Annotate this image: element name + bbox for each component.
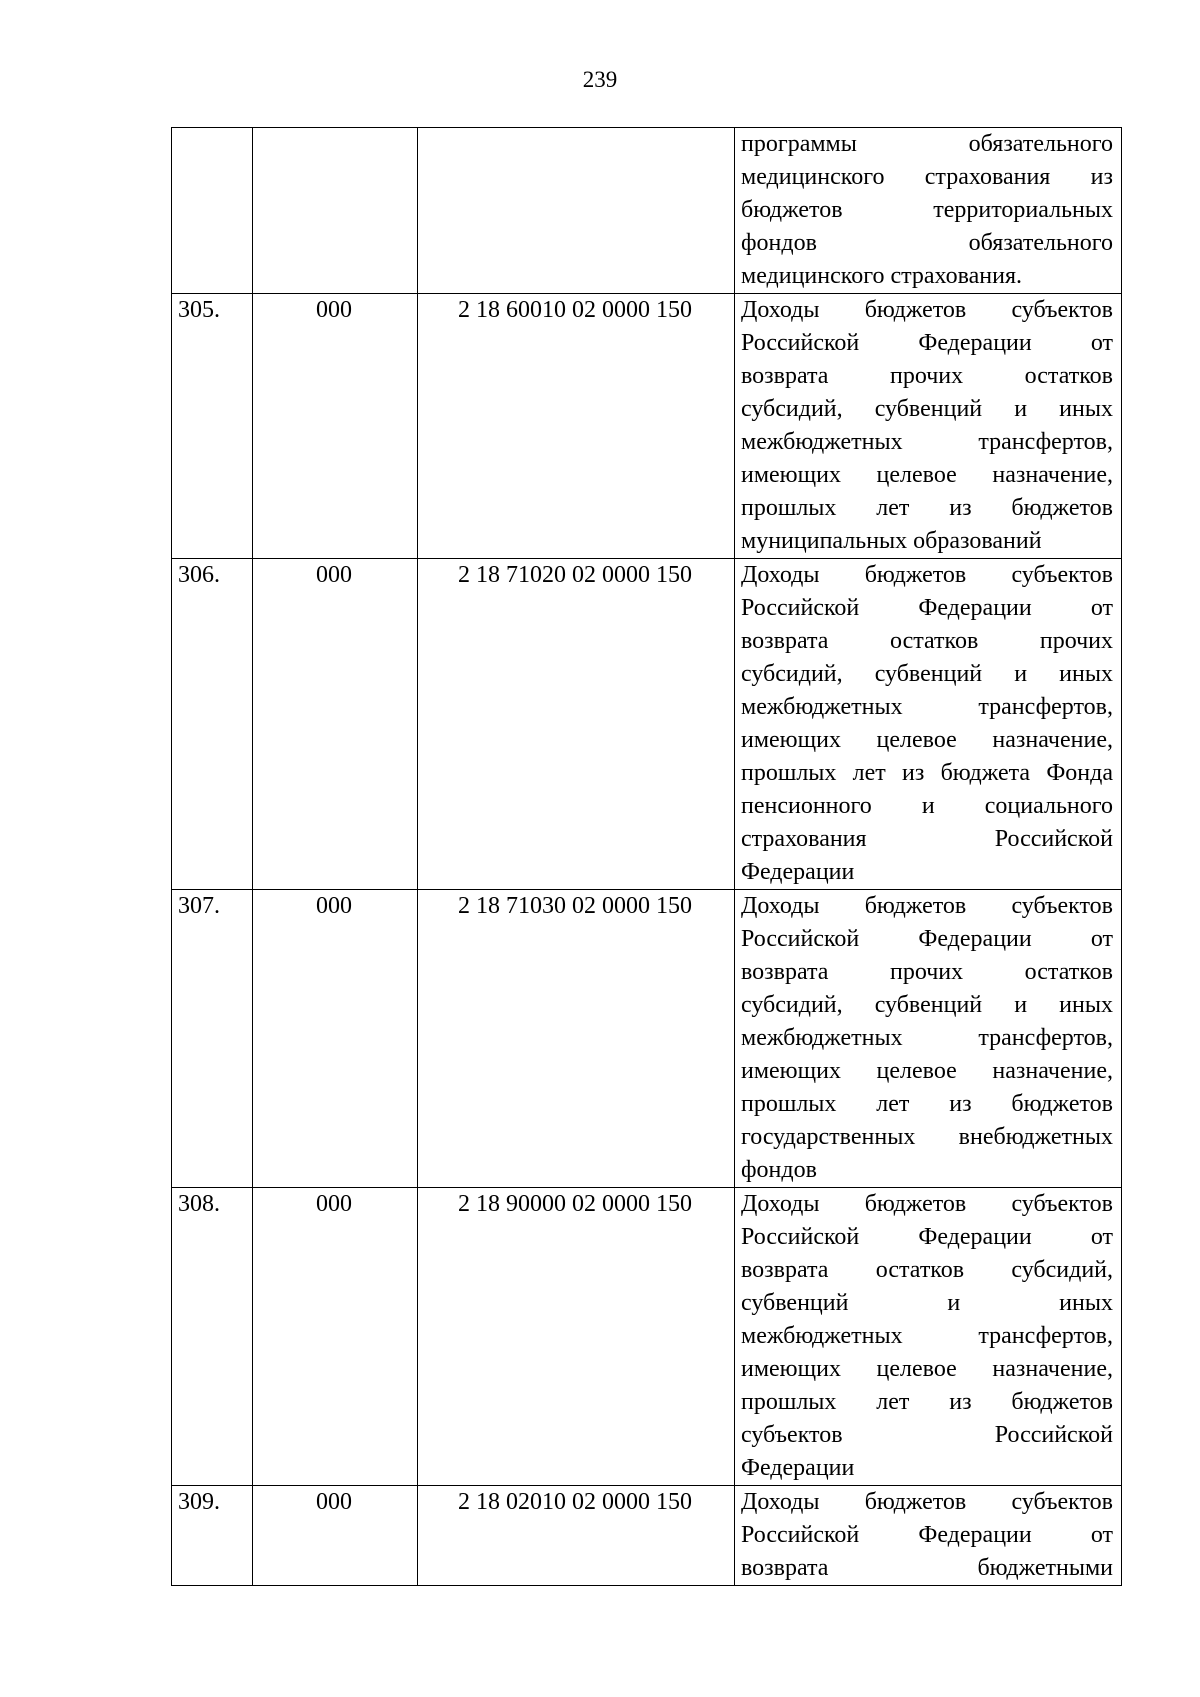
description-line: Доходы бюджетов субъектов (741, 562, 1113, 588)
description-line: межбюджетных трансфертов, (741, 429, 1113, 455)
description-line: Федерации (741, 1455, 855, 1481)
description-line: Федерации (741, 859, 855, 885)
description-line: возврата остатков субсидий, (741, 1257, 1113, 1283)
table-row (172, 1486, 1122, 1586)
description (735, 1188, 1122, 1486)
kbk-code: 2 18 71030 02 0000 150 (418, 890, 735, 1188)
description-line: субъектов Российской (741, 1422, 1113, 1448)
page-number: 239 (582, 67, 618, 92)
description-line: Доходы бюджетов субъектов (741, 297, 1113, 323)
admin-code: 000 (253, 294, 418, 559)
description-line: муниципальных образований (741, 528, 1042, 554)
row-number: 307. (172, 890, 253, 1188)
kbk-code (418, 128, 735, 294)
row-number: 308. (172, 1188, 253, 1486)
description-line: прошлых лет из бюджетов (741, 1389, 1113, 1415)
admin-code (253, 128, 418, 294)
description-line: имеющих целевое назначение, (741, 727, 1113, 753)
description-line: межбюджетных трансфертов, (741, 1323, 1113, 1349)
description-line: имеющих целевое назначение, (741, 1356, 1113, 1382)
description-line: прошлых лет из бюджетов (741, 1091, 1113, 1117)
table-body (172, 128, 1122, 1586)
description (735, 559, 1122, 890)
table-row (172, 1188, 1122, 1486)
description-line: субсидий, субвенций и иных (741, 992, 1113, 1018)
description-line: имеющих целевое назначение, (741, 462, 1113, 488)
description-line: межбюджетных трансфертов, (741, 694, 1113, 720)
description-line: прошлых лет из бюджетов (741, 495, 1113, 521)
description-line: программы обязательного (741, 131, 1113, 157)
description-line: фондов обязательного (741, 230, 1113, 256)
description-line: имеющих целевое назначение, (741, 1058, 1113, 1084)
description-line: Российской Федерации от (741, 1224, 1113, 1250)
admin-code: 000 (253, 1486, 418, 1586)
description-line: Доходы бюджетов субъектов (741, 893, 1113, 919)
description-line: возврата прочих остатков (741, 959, 1113, 985)
description-line: Доходы бюджетов субъектов (741, 1489, 1113, 1515)
description-line: субсидий, субвенций и иных (741, 661, 1113, 687)
budget-codes-table (171, 127, 1122, 1586)
kbk-code: 2 18 02010 02 0000 150 (418, 1486, 735, 1586)
description (735, 294, 1122, 559)
table-row (172, 294, 1122, 559)
admin-code: 000 (253, 890, 418, 1188)
admin-code: 000 (253, 559, 418, 890)
row-number: 309. (172, 1486, 253, 1586)
description-line: медицинского страхования. (741, 263, 1023, 289)
admin-code: 000 (253, 1188, 418, 1486)
description-line: прошлых лет из бюджета Фонда (741, 760, 1113, 786)
description-line: межбюджетных трансфертов, (741, 1025, 1113, 1051)
description (735, 128, 1122, 294)
description-line: фондов (741, 1157, 817, 1183)
description (735, 1486, 1122, 1586)
row-number: 305. (172, 294, 253, 559)
description-line: Российской Федерации от (741, 330, 1113, 356)
description-line: Российской Федерации от (741, 595, 1113, 621)
row-number: 306. (172, 559, 253, 890)
description-line: страхования Российской (741, 826, 1113, 852)
kbk-code: 2 18 60010 02 0000 150 (418, 294, 735, 559)
table-row (172, 890, 1122, 1188)
description-line: Российской Федерации от (741, 926, 1113, 952)
row-number (172, 128, 253, 294)
description-line: Доходы бюджетов субъектов (741, 1191, 1113, 1217)
kbk-code: 2 18 71020 02 0000 150 (418, 559, 735, 890)
description-line: субсидий, субвенций и иных (741, 396, 1113, 422)
description-line: возврата бюджетными (741, 1555, 1113, 1581)
description-line: возврата остатков прочих (741, 628, 1113, 654)
description-line: медицинского страхования из (741, 164, 1113, 190)
description-line: бюджетов территориальных (741, 197, 1113, 223)
description-line: пенсионного и социального (741, 793, 1113, 819)
description (735, 890, 1122, 1188)
description-line: субвенций и иных (741, 1290, 1113, 1316)
kbk-code: 2 18 90000 02 0000 150 (418, 1188, 735, 1486)
description-line: Российской Федерации от (741, 1522, 1113, 1548)
table-row (172, 559, 1122, 890)
description-line: государственных внебюджетных (741, 1124, 1113, 1150)
table-row (172, 128, 1122, 294)
description-line: возврата прочих остатков (741, 363, 1113, 389)
